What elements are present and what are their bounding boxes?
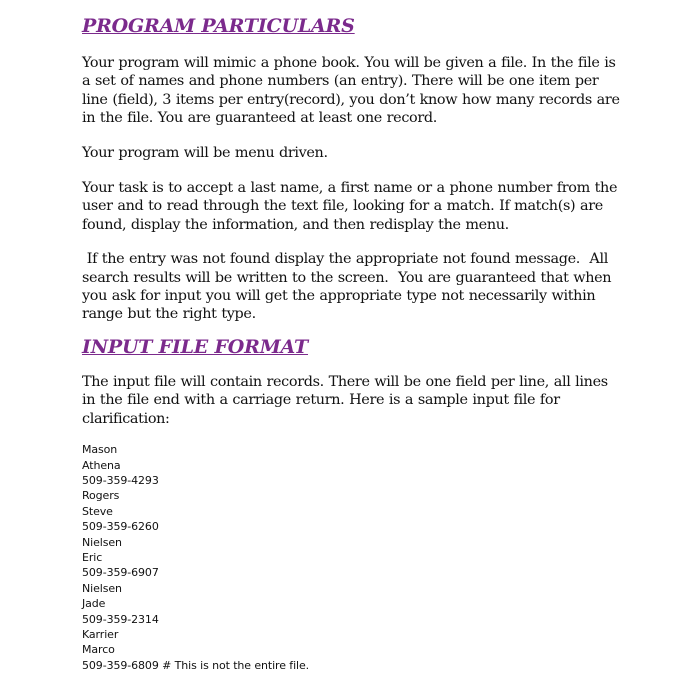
sample-line: 509-359-6260 <box>82 520 159 534</box>
program-paragraph-4: If the entry was not found display the appropriate not found message. All search results will be written to the screen. You are guaranteed that when you ask for input you will get the appropriate type not necessarily within range but the right type. <box>82 251 616 323</box>
sample-line: 509-359-4293 <box>82 473 159 487</box>
input-file-format-heading: INPUT FILE FORMAT <box>82 335 309 358</box>
program-particulars-heading: PROGRAM PARTICULARS <box>82 15 355 37</box>
input-paragraph: The input file will contain records. There will be one field per line, all lines in the file end with a carriage return. Here is a sample input file for clarification: <box>82 373 608 427</box>
sample-line: Steve <box>82 504 113 518</box>
sample-line: Eric <box>82 550 103 564</box>
sample-line: 509-359-6907 <box>82 566 159 580</box>
program-paragraph-3: Your task is to accept a last name, a first name or a phone number from the user and to read through the text file, looking for a match. If match(s) are found, display the information, and then redisplay the menu. <box>82 180 618 233</box>
sample-line: Karrier <box>82 627 119 641</box>
sample-input-file <box>82 442 622 673</box>
sample-line: Nielsen <box>82 581 122 595</box>
sample-line: Nielsen <box>82 535 122 549</box>
sample-line: 509-359-6809 # This is not the entire file. <box>82 658 310 672</box>
document-page <box>82 14 622 673</box>
sample-line: 509-359-2314 <box>82 612 159 626</box>
sample-line: Marco <box>82 643 115 657</box>
program-paragraph-2: Your program will be menu driven. <box>82 144 328 161</box>
sample-line: Rogers <box>82 489 120 503</box>
sample-line: Mason <box>82 443 118 457</box>
program-paragraph-1: Your program will mimic a phone book. You will be given a file. In the file is a set of names and phone numbers (an entry). There will be one item per line (field), 3 items per entry(record), you don’t know how many records are in the file. You are guaranteed at least one record. <box>82 55 620 127</box>
sample-line: Athena <box>82 458 121 472</box>
sample-line: Jade <box>82 597 106 611</box>
